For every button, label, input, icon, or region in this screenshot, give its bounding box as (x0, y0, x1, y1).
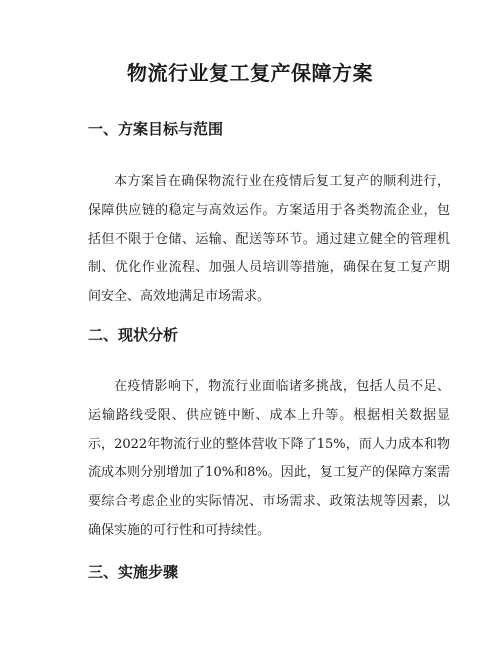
section-paragraph-status: 在疫情影响下，物流行业面临诸多挑战，包括人员不足、运输路线受限、供应链中断、成本上升等。根据相关数据显示，2022年物流行业的整体营收下降了15%，而人力成本和物流成本则分别增加了10%和8%。因此，复工复产的保障方案需要综合考虑企业的实际情况、市场需求、政策法规等因素，以确保实施的可行性和可持续性。 (88, 379, 450, 538)
section-paragraph-goals: 本方案旨在确保物流行业在疫情后复工复产的顺利进行，保障供应链的稳定与高效运作。方案适用于各类物流企业，包括但不限于仓储、运输、配送等环节。通过建立健全的管理机制、优化作业流程、加强人员培训等措施，确保在复工复产期间安全、高效地满足市场需求。 (88, 174, 450, 305)
section-heading-status: 二、现状分析 (88, 326, 179, 344)
section-heading-goals: 一、方案目标与范围 (88, 120, 224, 138)
section-heading-steps: 三、实施步骤 (88, 563, 179, 581)
document-title: 物流行业复工复产保障方案 (127, 61, 373, 85)
